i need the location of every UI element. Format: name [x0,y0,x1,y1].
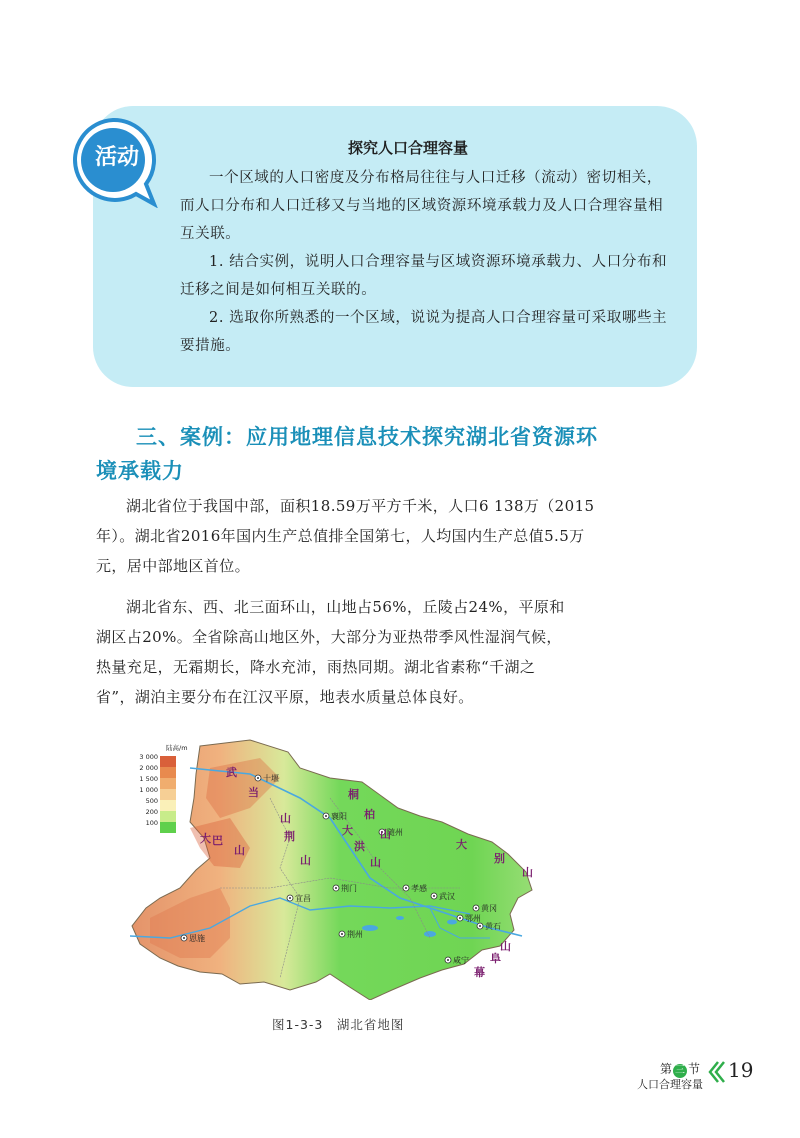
mountain-label: 大 [456,838,467,851]
legend-swatch [160,811,176,822]
legend-swatch [160,778,176,789]
footer-section-prefix: 第 [660,1062,673,1076]
legend-swatch [160,756,176,767]
mountain-label: 柏 [364,808,375,821]
paragraph-1 [96,491,612,581]
hubei-map [130,738,550,1000]
legend-swatch [160,800,176,811]
city-label: 鄂州 [465,914,481,923]
mountain-label: 幕 [474,966,485,979]
page-number: 19 [728,1058,754,1082]
legend-value: 2 000 [139,764,158,772]
section-heading-line1: 三、案例：应用地理信息技术探究湖北省资源环 [136,425,598,449]
legend-value: 1 000 [139,786,158,794]
footer-section-title: 人口合理容量 [637,1078,703,1091]
paragraph-line: 湖区占20%。全省除高山地区外，大部分为亚热带季风性湿润气候， [96,628,562,646]
city-label: 黄冈 [481,904,497,913]
legend-value: 1 500 [139,775,158,783]
city-label: 随州 [387,828,403,837]
city-label: 荆州 [347,930,363,939]
mountain-label: 桐 [348,788,359,801]
legend-title: 陆高/m [166,744,188,752]
activity-question-2-cont: 要措施。 [180,338,241,354]
mountain-label: 山 [280,812,291,825]
mountain-label: 别 [494,852,505,865]
city-label: 黄石 [485,922,501,931]
paragraph-line: 湖北省东、西、北三面环山，山地占56%，丘陵占24%，平原和 [126,598,565,616]
mountain-label: 大 [200,832,211,845]
activity-intro-line: 互关联。 [180,226,241,242]
paragraph-line: 年）。湖北省2016年国内生产总值排全国第七，人均国内生产总值5.5万 [96,527,585,545]
mountain-label: 山 [300,854,311,867]
activity-question-2: 2. 选取你所熟悉的一个区域，说说为提高人口合理容量可采取哪些主 [209,310,668,326]
city-label: 襄阳 [331,812,347,821]
city-label: 咸宁 [453,956,469,965]
city-marker-dot [447,959,449,961]
footer-section-suffix: 节 [688,1062,701,1076]
legend-swatch [160,822,176,833]
city-marker-dot [479,925,481,927]
mountain-label: 荆 [284,830,295,843]
city-marker-dot [335,887,337,889]
mountain-label: 阜 [490,952,501,965]
paragraph-2 [96,592,612,712]
paragraph-line: 元，居中部地区首位。 [96,557,251,575]
footer-section-number: 三 [675,1065,686,1076]
activity-intro-line: 而人口分布和人口迁移又与当地的区域资源环境承载力及人口合理容量相 [180,198,664,214]
activity-question-1: 1. 结合实例，说明人口合理容量与区域资源环境承载力、人口分布和 [209,254,668,270]
city-label: 十堰 [263,774,279,783]
city-label: 宜昌 [295,894,311,903]
mountain-label: 巴 [212,834,223,847]
paragraph-line: 湖北省位于我国中部，面积18.59万平方千米，人口6 138万（2015 [126,497,595,515]
paragraph-line: 热量充足，无霜期长，降水充沛，雨热同期。湖北省素称“千湖之 [96,658,536,676]
city-marker-dot [183,937,185,939]
province-shape [132,740,532,1000]
mountain-label: 武 [226,766,237,779]
legend-value: 500 [145,797,158,805]
city-label: 孝感 [411,884,427,893]
legend-value: 3 000 [139,753,158,761]
activity-body [180,164,680,360]
activity-title: 探究人口合理容量 [348,139,469,157]
mountain-label: 山 [522,866,533,879]
city-marker-dot [475,907,477,909]
city-label: 武汉 [439,892,455,901]
city-marker-dot [459,917,461,919]
activity-question-1-cont: 迁移之间是如何相互关联的。 [180,282,377,298]
paragraph-line: 省”，湖泊主要分布在江汉平原，地表水质量总体良好。 [96,688,474,706]
legend-value: 200 [145,808,158,816]
footer-chevron-icon [708,1060,726,1084]
mountain-label: 大 [342,824,353,837]
city-marker-dot [325,815,327,817]
section-heading-line2: 境承载力 [96,459,184,483]
map-legend [139,743,187,833]
city-marker-dot [341,933,343,935]
mountain-label: 山 [380,828,391,841]
legend-value: 100 [145,819,158,827]
city-marker-dot [433,895,435,897]
legend-swatch [160,789,176,800]
city-label: 恩施 [189,934,205,943]
city-label: 荆门 [341,884,357,893]
activity-intro-line: 一个区域的人口密度及分布格局往往与人口迁移（流动）密切相关， [209,170,662,186]
activity-label: 活动 [94,145,139,170]
city-marker-dot [289,897,291,899]
city-marker-dot [405,887,407,889]
figure-caption: 图1-3-3 湖北省地图 [272,1017,405,1032]
mountain-label: 山 [370,856,381,869]
mountain-label: 当 [248,786,259,799]
mountain-label: 山 [234,844,245,857]
legend-swatch [160,767,176,778]
mountain-label: 洪 [354,840,365,853]
city-marker-dot [257,777,259,779]
mountain-label: 山 [500,940,511,953]
section-heading [96,420,616,488]
